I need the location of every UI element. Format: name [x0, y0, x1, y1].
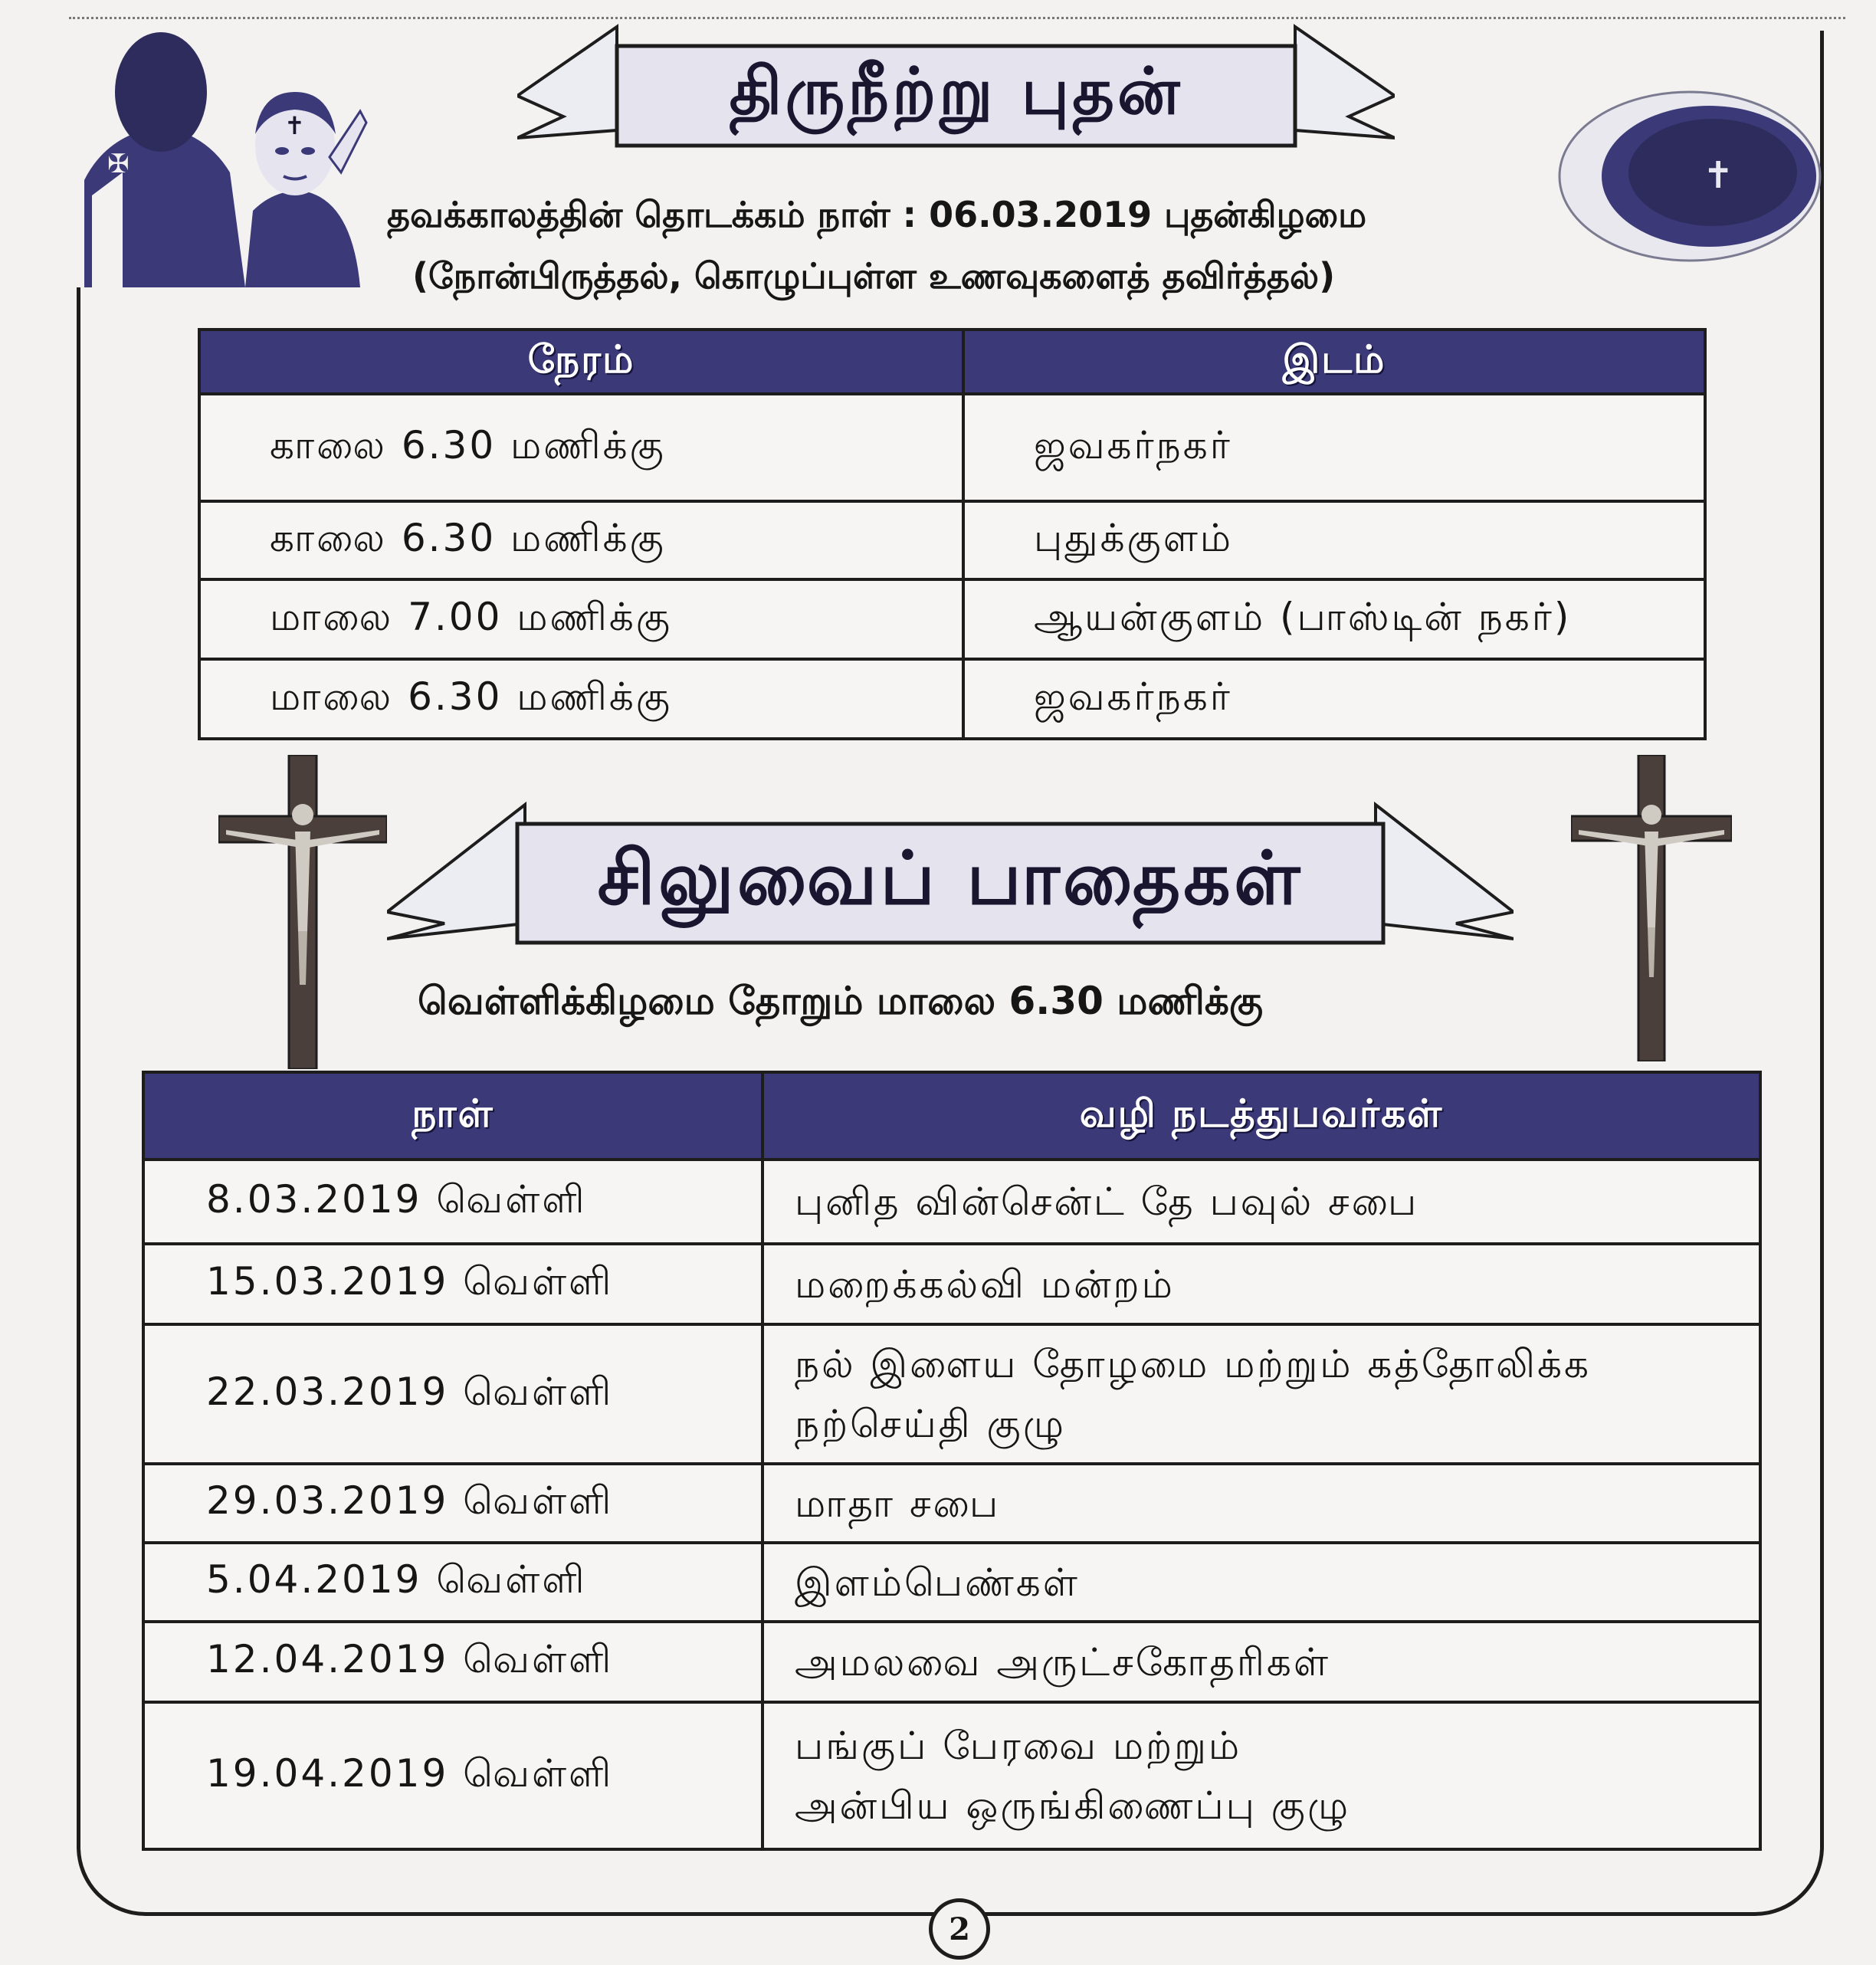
- table-row: [199, 659, 1705, 739]
- date-cell: 8.03.2019 வெள்ளி: [143, 1160, 763, 1244]
- table-row: [143, 1324, 1760, 1464]
- date-cell: 22.03.2019 வெள்ளி: [143, 1324, 763, 1464]
- date-column-header: நாள்: [143, 1072, 763, 1160]
- table-row: [143, 1464, 1760, 1543]
- table-row: [143, 1702, 1760, 1849]
- leaders-cell: புனித வின்சென்ட் தே பவுல் சபை: [763, 1160, 1760, 1244]
- time-cell: மாலை 7.00 மணிக்கு: [199, 579, 963, 659]
- leaders-cell: இளம்பெண்கள்: [763, 1543, 1760, 1622]
- ash-cross-figure-image: [77, 19, 368, 287]
- page-number: 2: [929, 1898, 990, 1960]
- table-row: [199, 501, 1705, 579]
- place-cell: ஜவகர்நகர்: [963, 394, 1705, 501]
- place-cell: புதுக்குளம்: [963, 501, 1705, 579]
- lent-start-line: தவக்காலத்தின் தொடக்கம் நாள் : 06.03.2019 புதன்கிழமை: [387, 194, 1367, 235]
- time-cell: மாலை 6.30 மணிக்கு: [199, 659, 963, 739]
- stations-schedule-line: வெள்ளிக்கிழமை தோறும் மாலை 6.30 மணிக்கு: [418, 979, 1264, 1023]
- svg-text:✝: ✝: [284, 111, 305, 140]
- leaders-column-header: வழி நடத்துபவர்கள்: [763, 1072, 1760, 1160]
- table-row: [143, 1543, 1760, 1622]
- stations-banner: [387, 789, 1514, 950]
- place-cell: ஆயன்குளம் (பாஸ்டின் நகர்): [963, 579, 1705, 659]
- ash-wednesday-banner: [517, 23, 1395, 157]
- ash-bowl-image: [1556, 80, 1824, 272]
- table-row: [199, 394, 1705, 501]
- date-cell: 15.03.2019 வெள்ளி: [143, 1244, 763, 1324]
- crucifix-icon: [1571, 755, 1732, 1061]
- leaders-cell: மாதா சபை: [763, 1464, 1760, 1543]
- ash-wednesday-title: திருநீற்று புதன்: [729, 54, 1183, 129]
- time-cell: காலை 6.30 மணிக்கு: [199, 394, 963, 501]
- leaders-cell: பங்குப் பேரவை மற்றும் அன்பிய ஒருங்கிணைப்பு குழு: [763, 1702, 1760, 1849]
- table-row: [143, 1160, 1760, 1244]
- svg-text:✠: ✠: [107, 149, 130, 179]
- place-column-header: இடம்: [963, 330, 1705, 394]
- place-cell: ஜவகர்நகர்: [963, 659, 1705, 739]
- table-row: [199, 579, 1705, 659]
- date-cell: 5.04.2019 வெள்ளி: [143, 1543, 763, 1622]
- fasting-note-line: (நோன்பிருத்தல், கொழுப்புள்ள உணவுகளைத் தவிர்த்தல்): [412, 255, 1336, 297]
- svg-text:✝: ✝: [1703, 154, 1734, 197]
- date-cell: 19.04.2019 வெள்ளி: [143, 1702, 763, 1849]
- date-cell: 29.03.2019 வெள்ளி: [143, 1464, 763, 1543]
- ash-wednesday-table: [198, 328, 1707, 740]
- date-cell: 12.04.2019 வெள்ளி: [143, 1622, 763, 1702]
- time-column-header: நேரம்: [199, 330, 963, 394]
- table-row: [143, 1244, 1760, 1324]
- time-cell: காலை 6.30 மணிக்கு: [199, 501, 963, 579]
- leaders-cell: நல் இளைய தோழமை மற்றும் கத்தோலிக்க நற்செய்தி குழு: [763, 1324, 1760, 1464]
- stations-title: சிலுவைப் பாதைகள்: [597, 835, 1304, 921]
- table-row: [143, 1622, 1760, 1702]
- leaders-cell: மறைக்கல்வி மன்றம்: [763, 1244, 1760, 1324]
- leaders-cell: அமலவை அருட்சகோதரிகள்: [763, 1622, 1760, 1702]
- crucifix-icon: [218, 755, 387, 1069]
- stations-table: [142, 1071, 1762, 1851]
